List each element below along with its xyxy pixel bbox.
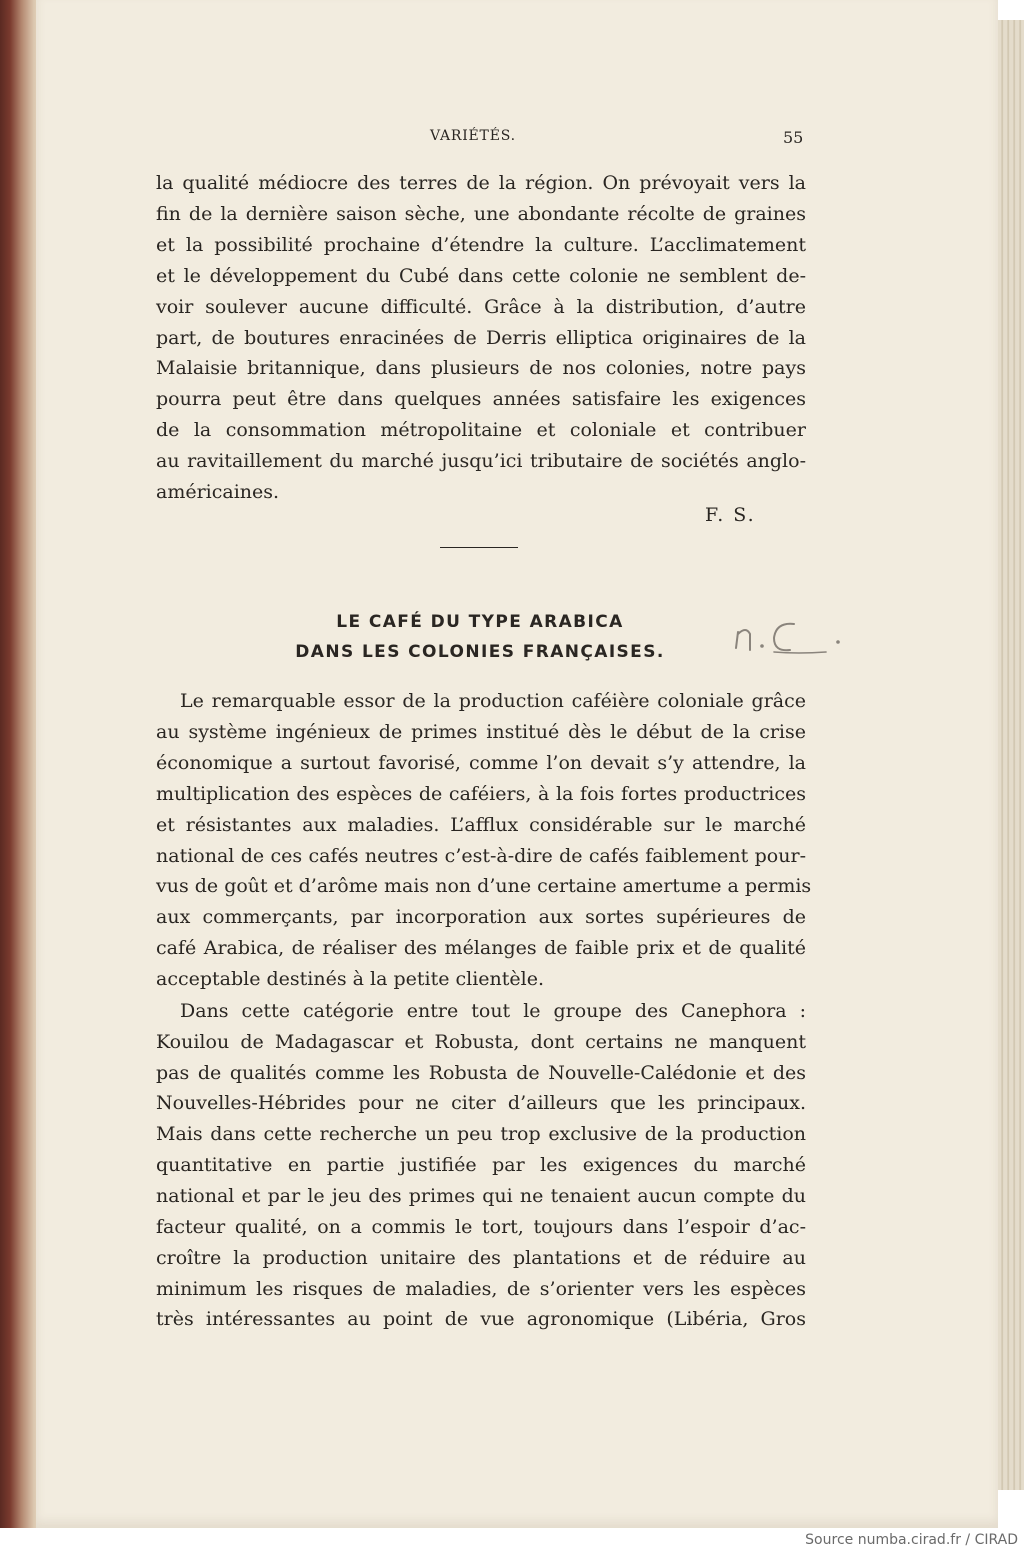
text-line: vus de goût et d’arôme mais non d’une certaine amertume a permis <box>156 875 812 897</box>
author-signature: F. S. <box>705 504 756 526</box>
text-line: Nouvelles-Hébrides pour ne citer d’ailleurs que les principaux. <box>156 1092 806 1114</box>
text-line: économique a surtout favorisé, comme l’on devait s’y attendre, la <box>156 752 806 774</box>
text-line: et résistantes aux maladies. L’afflux considérable sur le marché <box>156 814 806 836</box>
text-line: américaines. <box>156 481 280 503</box>
text-line: et la possibilité prochaine d’étendre la culture. L’acclimatement <box>156 234 806 256</box>
text-line: et le développement du Cubé dans cette colonie ne semblent de- <box>156 265 806 287</box>
text-line: très intéressantes au point de vue agronomique (Libéria, Gros <box>156 1308 806 1330</box>
handwritten-annotation <box>728 608 848 668</box>
text-line: Le remarquable essor de la production caféière coloniale grâce <box>180 690 806 712</box>
text-line: voir soulever aucune difficulté. Grâce à la distribution, d’autre <box>156 296 806 318</box>
text-line: acceptable destinés à la petite clientèle. <box>156 968 545 990</box>
text-line: minimum les risques de maladies, de s’orienter vers les espèces <box>156 1278 806 1300</box>
text-line: multiplication des espèces de caféiers, à la fois fortes productrices <box>156 783 806 805</box>
text-line: fin de la dernière saison sèche, une abondante récolte de graines <box>156 203 806 225</box>
text-line: croître la production unitaire des plantations et de réduire au <box>156 1247 806 1269</box>
text-line: aux commerçants, par incorporation aux sortes supérieures de <box>156 906 806 928</box>
text-line: café Arabica, de réaliser des mélanges de faible prix et de qualité <box>156 937 806 959</box>
running-head: VARIÉTÉS. <box>430 128 516 144</box>
text-line: facteur qualité, on a commis le tort, toujours dans l’espoir d’ac- <box>156 1216 806 1238</box>
text-line: au système ingénieux de primes institué dès le début de la crise <box>156 721 806 743</box>
text-line: Dans cette catégorie entre tout le groupe des Canephora : <box>180 1000 806 1022</box>
article-title-line-1: LE CAFÉ DU TYPE ARABICA <box>336 612 624 632</box>
text-line: Mais dans cette recherche un peu trop exclusive de la production <box>156 1123 806 1145</box>
source-credit-link[interactable]: Source numba.cirad.fr / CIRAD <box>805 1532 1018 1548</box>
text-line: Malaisie britannique, dans plusieurs de nos colonies, notre pays <box>156 357 806 379</box>
text-line: Kouilou de Madagascar et Robusta, dont certains ne manquent <box>156 1031 806 1053</box>
text-line: quantitative en partie justifiée par les exigences du marché <box>156 1154 806 1176</box>
text-line: part, de boutures enracinées de Derris elliptica originaires de la <box>156 327 806 349</box>
text-line: de la consommation métropolitaine et coloniale et contribuer <box>156 419 806 441</box>
text-line: au ravitaillement du marché jusqu’ici tributaire de sociétés anglo- <box>156 450 806 472</box>
text-line: national de ces cafés neutres c’est-à-dire de cafés faiblement pour- <box>156 845 806 867</box>
text-line: la qualité médiocre des terres de la région. On prévoyait vers la <box>156 172 806 194</box>
text-line: pas de qualités comme les Robusta de Nouvelle-Calédonie et des <box>156 1062 806 1084</box>
text-line: pourra peut être dans quelques années satisfaire les exigences <box>156 388 806 410</box>
article-title-line-2: DANS LES COLONIES FRANÇAISES. <box>295 642 665 662</box>
text-line: national et par le jeu des primes qui ne tenaient aucun compte du <box>156 1185 806 1207</box>
section-divider <box>440 547 518 548</box>
page-number: 55 <box>783 128 804 147</box>
